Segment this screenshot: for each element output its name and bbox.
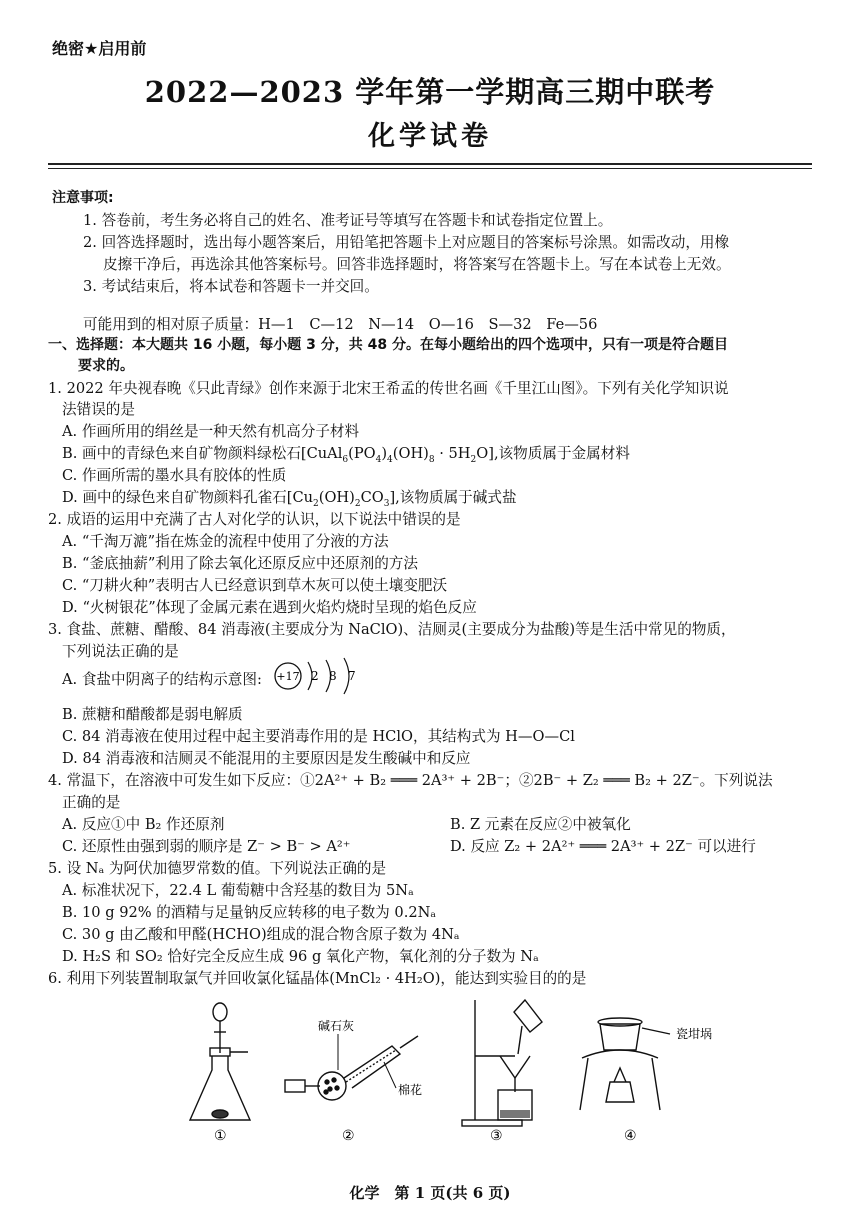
- note-item: 2. 回答选择题时，选出每小题答案后，用铅笔把答题卡上对应题目的答案标号涂黑。如需改动，用橡: [83, 234, 730, 251]
- q1-option-d: D. 画中的绿色来自矿物颜料孔雀石$[Cu_2(OH)_2CO_3]$,该物质属于碱式盐: [62, 489, 517, 509]
- q3-option-a: A. 食盐中阴离子的结构示意图:: [62, 671, 262, 688]
- apparatus-number: ③: [490, 1128, 503, 1144]
- q2-option-c: C. “刀耕火种”表明古人已经意识到草木灰可以使土壤变肥沃: [62, 577, 448, 594]
- q3-stem: 3. 食盐、蔗糖、醋酸、84 消毒液(主要成分为 NaClO)、洁厕灵(主要成分为盐酸)等是生活中常见的物质，: [48, 621, 736, 638]
- section-heading: 一、选择题：本大题共 16 小题，每小题 3 分，共 48 分。在每小题给出的四个选项中，只有一项是符合题目: [48, 337, 728, 353]
- q5-option-c: C. 30 g 由乙酸和甲醛(HCHO)组成的混合物含原子数为 4Nₐ: [62, 926, 460, 943]
- apparatus-4-crucible: [580, 1018, 670, 1110]
- apparatus-number: ②: [342, 1128, 355, 1144]
- q2-option-b: B. “釜底抽薪”利用了除去氧化还原反应中还原剂的方法: [62, 555, 418, 572]
- q4-option-c: C. 还原性由强到弱的顺序是 Z⁻ > B⁻ > A²⁺: [62, 838, 351, 855]
- q1-option-a: A. 作画所用的绢丝是一种天然有机高分子材料: [62, 423, 360, 440]
- q2-option-d: D. “火树银花”体现了金属元素在遇到火焰灼烧时呈现的焰色反应: [62, 599, 477, 616]
- notes-heading: 注意事项:: [52, 190, 114, 206]
- q4-option-a: A. 反应①中 B₂ 作还原剂: [62, 816, 225, 833]
- q2-option-a: A. “千淘万漉”指在炼金的流程中使用了分液的方法: [62, 533, 389, 550]
- shell-electrons: 7: [348, 669, 356, 683]
- q1-stem: 1. 2022 年央视春晚《只此青绿》创作来源于北宋王希孟的传世名画《千里江山图》。下列有关化学知识说: [48, 380, 729, 397]
- q3-option-d: D. 84 消毒液和洁厕灵不能混用的主要原因是发生酸碱中和反应: [62, 750, 471, 767]
- section-heading-cont: 要求的。: [78, 358, 134, 374]
- title-rule-thin: [48, 168, 812, 169]
- q4-stem: 4. 常温下，在溶液中可发生如下反应：①2A²⁺ + B₂ ═══ 2A³⁺ + 2B⁻；②2B⁻ + Z₂ ═══ B₂ + 2Z⁻。下列说法: [48, 772, 773, 789]
- q4-option-d: D. 反应 Z₂ + 2A²⁺ ═══ 2A³⁺ + 2Z⁻ 可以进行: [450, 838, 756, 855]
- q4-stem-cont: 正确的是: [62, 794, 121, 811]
- q5-stem: 5. 设 Nₐ 为阿伏加德罗常数的值。下列说法正确的是: [48, 860, 387, 877]
- confidential-mark: 绝密★启用前: [52, 39, 147, 58]
- q5-option-a: A. 标准状况下，22.4 L 葡萄糖中含羟基的数目为 5Nₐ: [62, 882, 414, 899]
- apparatus-diagrams: [170, 998, 730, 1148]
- q2-stem: 2. 成语的运用中充满了古人对化学的认识，以下说法中错误的是: [48, 511, 461, 528]
- shell-electrons: 2: [311, 669, 319, 683]
- q3-option-b: B. 蔗糖和醋酸都是弱电解质: [62, 706, 243, 723]
- q1-option-c: C. 作画所需的墨水具有胶体的性质: [62, 467, 287, 484]
- apparatus-3-filtration: [462, 1000, 542, 1126]
- label-cotton: 棉花: [398, 1083, 423, 1097]
- q4-option-b: B. Z 元素在反应②中被氧化: [450, 816, 631, 833]
- chloride-ion-structure-diagram: [272, 654, 382, 698]
- apparatus-number: ④: [624, 1128, 637, 1144]
- atomic-masses: 可能用到的相对原子质量：H—1 C—12 N—14 O—16 S—32 Fe—56: [83, 316, 598, 333]
- q3-stem-cont: 下列说法正确的是: [62, 643, 179, 660]
- exam-subject: 化学试卷: [368, 121, 492, 152]
- exam-title: 2022—2023 学年第一学期高三期中联考: [144, 75, 716, 109]
- q5-option-b: B. 10 g 92% 的酒精与足量钠反应转移的电子数为 0.2Nₐ: [62, 904, 437, 921]
- apparatus-1-flask: [190, 1003, 250, 1120]
- note-item: 1. 答卷前，考生务必将自己的姓名、准考证号等填写在答题卡和试卷指定位置上。: [83, 212, 613, 229]
- label-soda-lime: 碱石灰: [318, 1019, 355, 1033]
- label-crucible: 瓷坩埚: [676, 1027, 713, 1041]
- page-footer: 化学 第 1 页(共 6 页): [349, 1184, 511, 1202]
- note-item: 3. 考试结束后，将本试卷和答题卡一并交回。: [83, 278, 379, 295]
- q1-option-b: B. 画中的青绿色来自矿物颜料绿松石$[CuAl_6(PO_4)_4(OH)_8 \cdot 5H_2O]$,该物质属于金属材料: [62, 445, 630, 465]
- q1-stem-cont: 法错误的是: [62, 401, 135, 418]
- nucleus-charge: +17: [276, 670, 300, 683]
- apparatus-number: ①: [214, 1128, 227, 1144]
- q6-stem: 6. 利用下列装置制取氯气并回收氯化锰晶体(MnCl₂ · 4H₂O)，能达到实验目的的是: [48, 970, 587, 987]
- title-rule-thick: [48, 163, 812, 165]
- q5-option-d: D. H₂S 和 SO₂ 恰好完全反应生成 96 g 氧化产物，氧化剂的分子数为 Nₐ: [62, 948, 539, 965]
- q3-option-c: C. 84 消毒液在使用过程中起主要消毒作用的是 HClO，其结构式为 H—O—Cl: [62, 728, 575, 745]
- note-item: 皮擦干净后，再选涂其他答案标号。回答非选择题时，将答案写在答题卡上。写在本试卷上无效。: [103, 256, 731, 273]
- shell-electrons: 8: [329, 669, 337, 683]
